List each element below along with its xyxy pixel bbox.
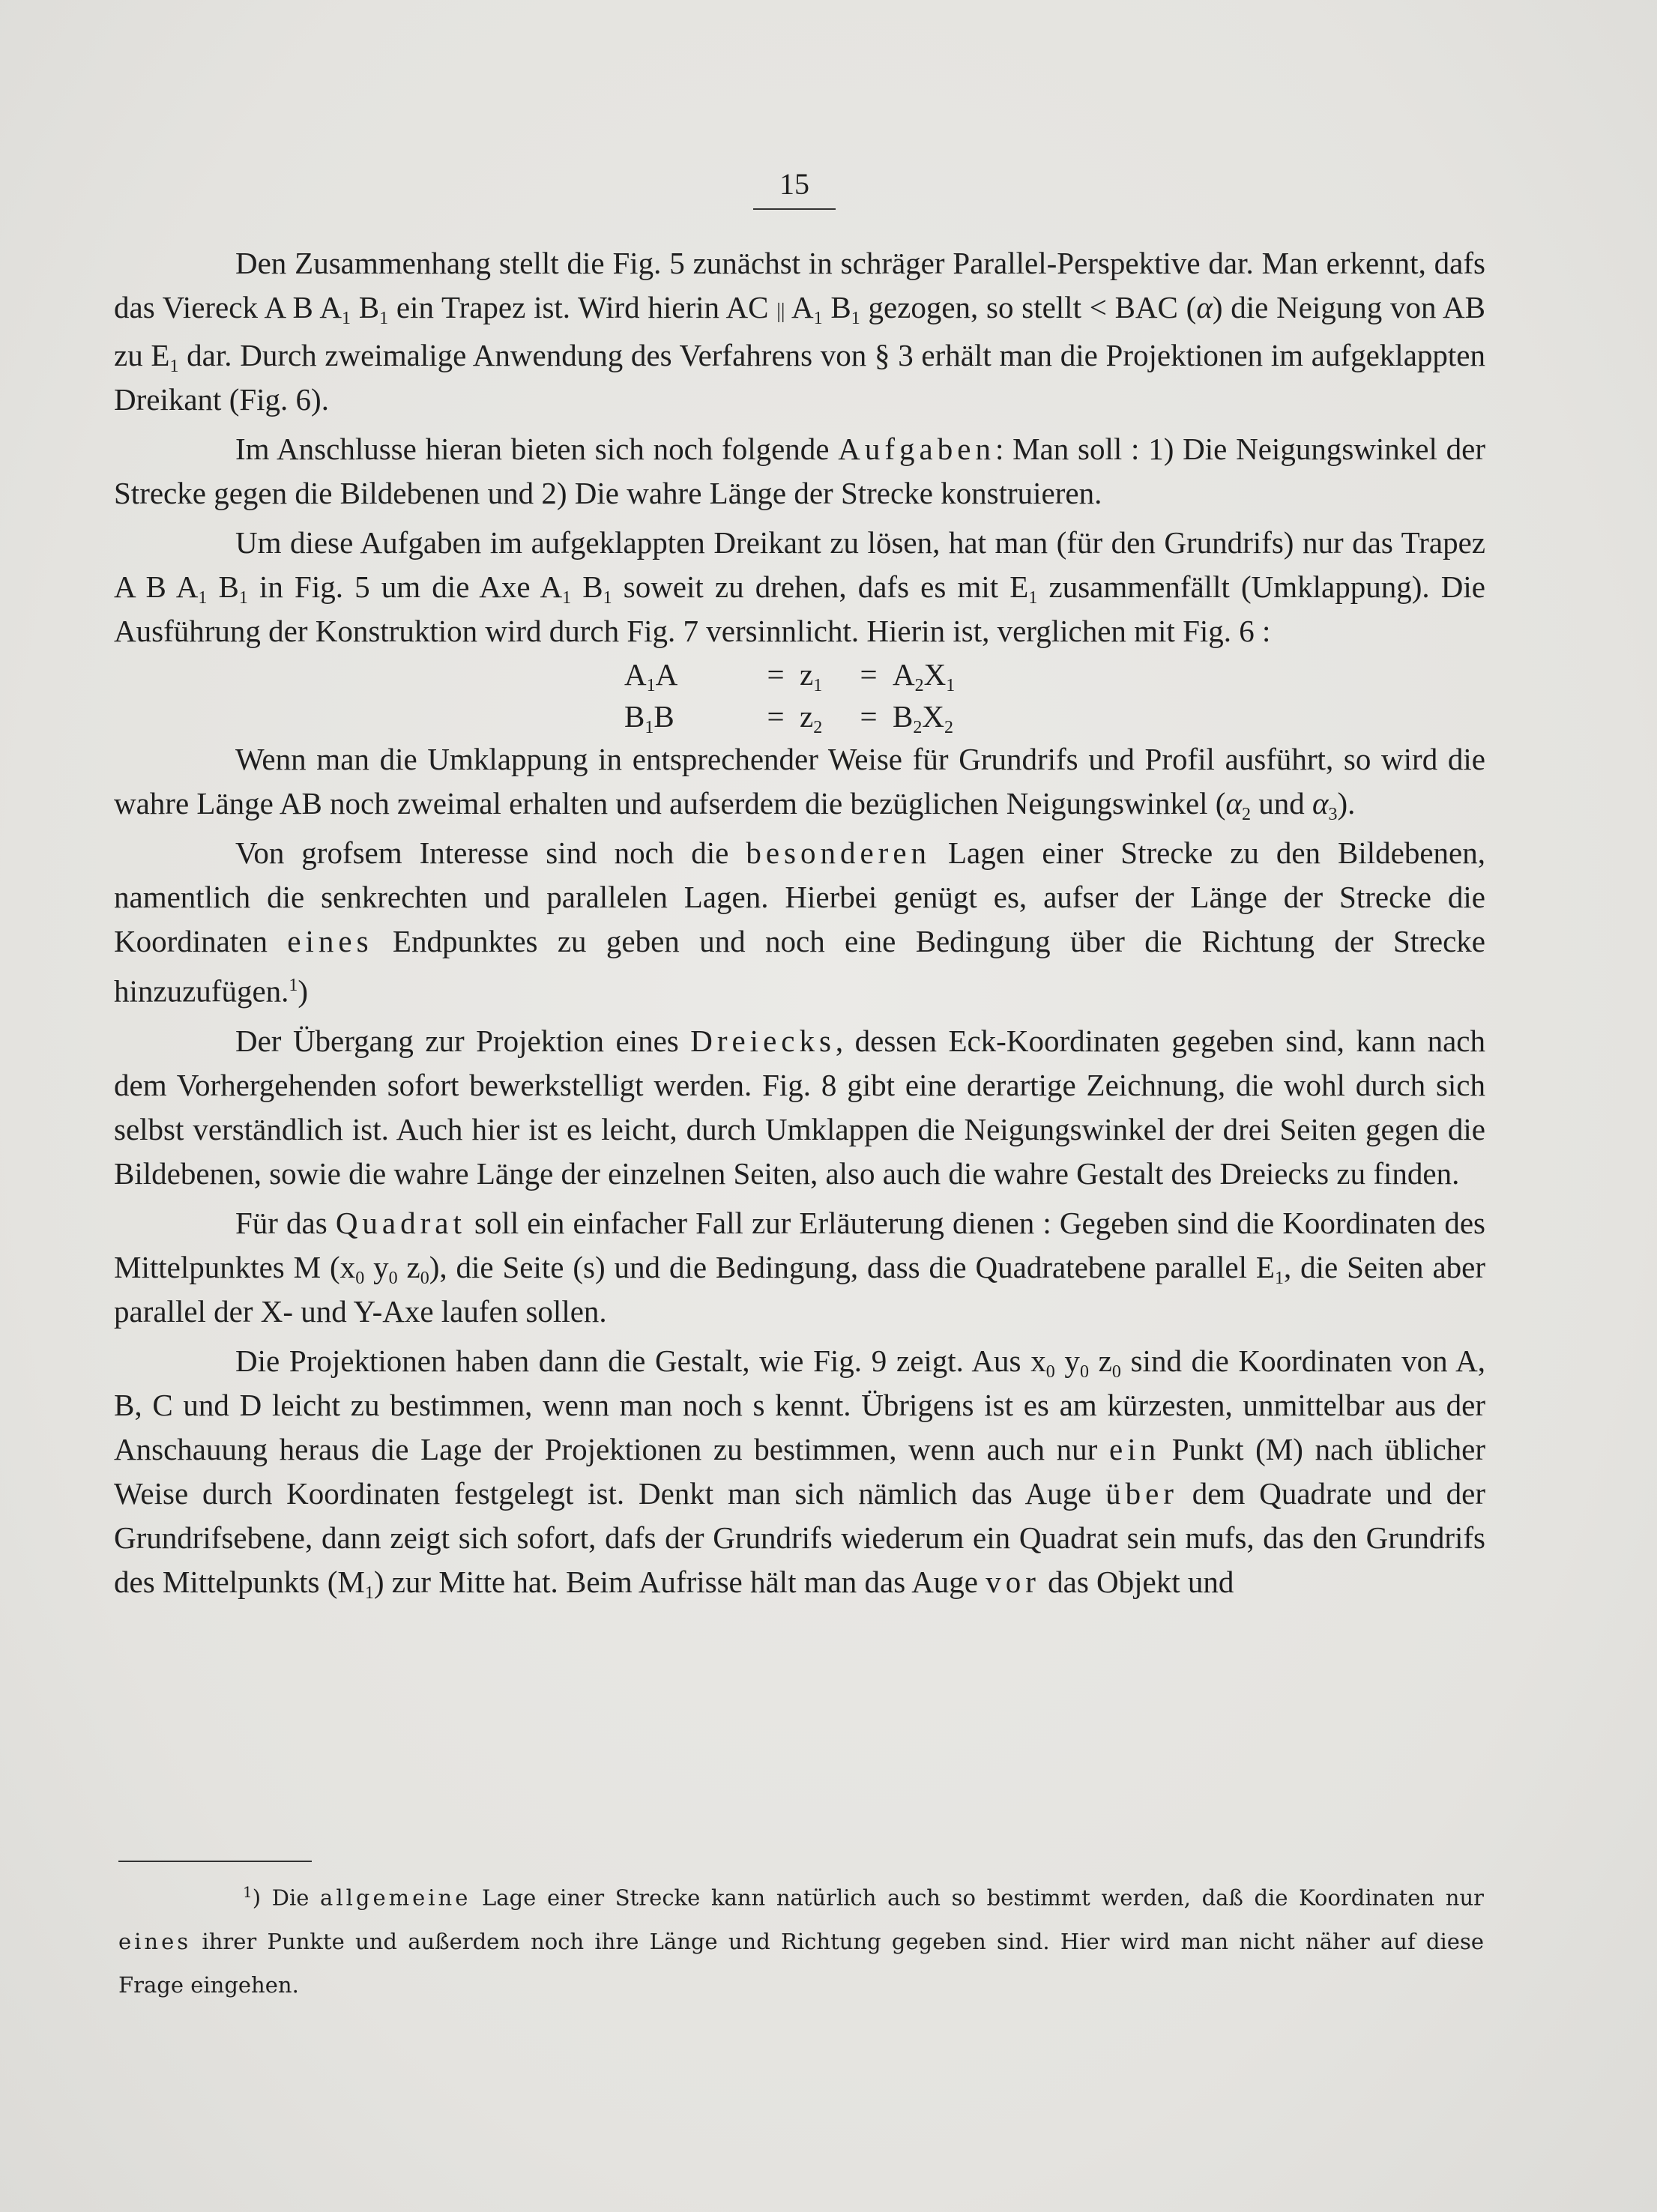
paragraph-8: Die Projektionen haben dann die Gestalt, wie Fig. 9 zeigt. Aus $x_0$ $y_0$ $z_0$ sind die Koordinaten von A, B, C und D leicht zu bestimmen, wenn man noch s kennt. Übrigens ist es am kürzesten, unmittelbar aus der Anschauung heraus die Lage der Projektionen zu bestimmen, wenn auch nur ein Punkt (M) nach üblicher Weise durch Koordinaten festgelegt ist. Denkt man sich nämlich das Auge über dem Quadrate und der Grundrifsebene, dann zeigt sich sofort, dafs der Grundrifs wiederum ein Quadrat sein mufs, das den Grundrifs des Mittelpunkts $(M_1)$ zur Mitte hat. Beim Aufrisse hält man das Auge vor das Objekt und	[114, 1343, 1485, 1603]
paragraph-2: Im Anschlusse hieran bieten sich noch folgende Aufgaben: Man soll : 1) Die Neigungswinkel der Strecke gegen die Bildebenen und 2) Die wahre Länge der Strecke konstruieren.	[114, 432, 1485, 510]
paragraph-7: Für das Quadrat soll ein einfacher Fall zur Erläuterung dienen : Gegeben sind die Koordinaten des Mittelpunktes M ($x_0$ $y_0$ $z_0$), die Seite (s) und die Bedingung, dass die Quadratebene parallel $E_1$, die Seiten aber parallel der X- und Y-Axe laufen sollen.	[114, 1205, 1486, 1329]
equations	[114, 653, 1485, 737]
paragraph-3: Um diese Aufgaben im aufgeklappten Dreikant zu lösen, hat man (für den Grundrifs) nur das Trapez A B $A_1$ $B_1$ in Fig. 5 um die Axe $A_1$ $B_1$ soweit zu drehen, dafs es mit $E_1$ zusammenfällt (Umklappung). Die Ausführung der Konstruktion wird durch Fig. 7 versinnlicht. Hierin ist, verglichen mit Fig. 6 :	[114, 525, 1485, 648]
page-number-rule	[753, 208, 836, 210]
footnote-marker: 1	[289, 976, 298, 995]
page-number: 15	[779, 167, 809, 201]
footnote: $^1$) Die allgemeine Lage einer Strecke kann natürlich auch so bestimmt werden, daß die Koordinaten nur eines ihrer Punkte und außerdem noch ihre Länge und Richtung gegeben sind. Hier wird man nicht näher auf diese Frage eingehen.	[118, 1883, 1484, 1998]
paragraph-6: Der Übergang zur Projektion eines Dreiecks, dessen Eck-Koordinaten gegeben sind, kann nach dem Vorhergehenden sofort bewerkstelligt werden. Fig. 8 gibt eine derartige Zeichnung, die wohl durch sich selbst verständlich ist. Auch hier ist es leicht, durch Umklappen die Neigungswinkel der drei Seiten gegen die Bildebenen, sowie die wahre Länge der einzelnen Seiten, also auch die wahre Gestalt des Dreiecks zu finden.	[114, 1023, 1485, 1191]
equation-2: $B_1B$ = $z_2$ = $B_2X_2$	[624, 699, 953, 737]
paragraph-4: Wenn man die Umklappung in entsprechender Weise für Grundrifs und Profil ausführt, so wird die wahre Länge AB noch zweimal erhalten und aufserdem die bezüglichen Neigungswinkel ($\alpha_2$ und $\alpha_3$).	[114, 742, 1485, 824]
equation-1: $A_1A$ = $z_1$ = $A_2X_1$	[624, 657, 956, 695]
paragraph-5: Von grofsem Interesse sind noch die besonderen Lagen einer Strecke zu den Bildebenen, namentlich die senkrechten und parallelen Lagen. Hierbei genügt es, aufser der Länge der Strecke die Koordinaten eines Endpunktes zu geben und noch eine Bedingung über die Richtung der Strecke hinzuzufügen.$^1$)	[114, 835, 1485, 1009]
body-text	[114, 241, 1485, 1610]
footnote-rule	[118, 1861, 312, 1862]
paragraph-1: Den Zusammenhang stellt die Fig. 5 zunächst in schräger Parallel-Perspektive dar. Man erkennt, dafs das Viereck A B $A_1$ $B_1$ ein Trapez ist. Wird hierin AC || $A_1$ $B_1$ gezogen, so stellt < BAC (α) die Neigung von AB zu $E_1$ dar. Durch zweimalige Anwendung des Verfahrens von § 3 erhält man die Projektionen im aufgeklappten Dreikant (Fig. 6).	[114, 246, 1485, 417]
